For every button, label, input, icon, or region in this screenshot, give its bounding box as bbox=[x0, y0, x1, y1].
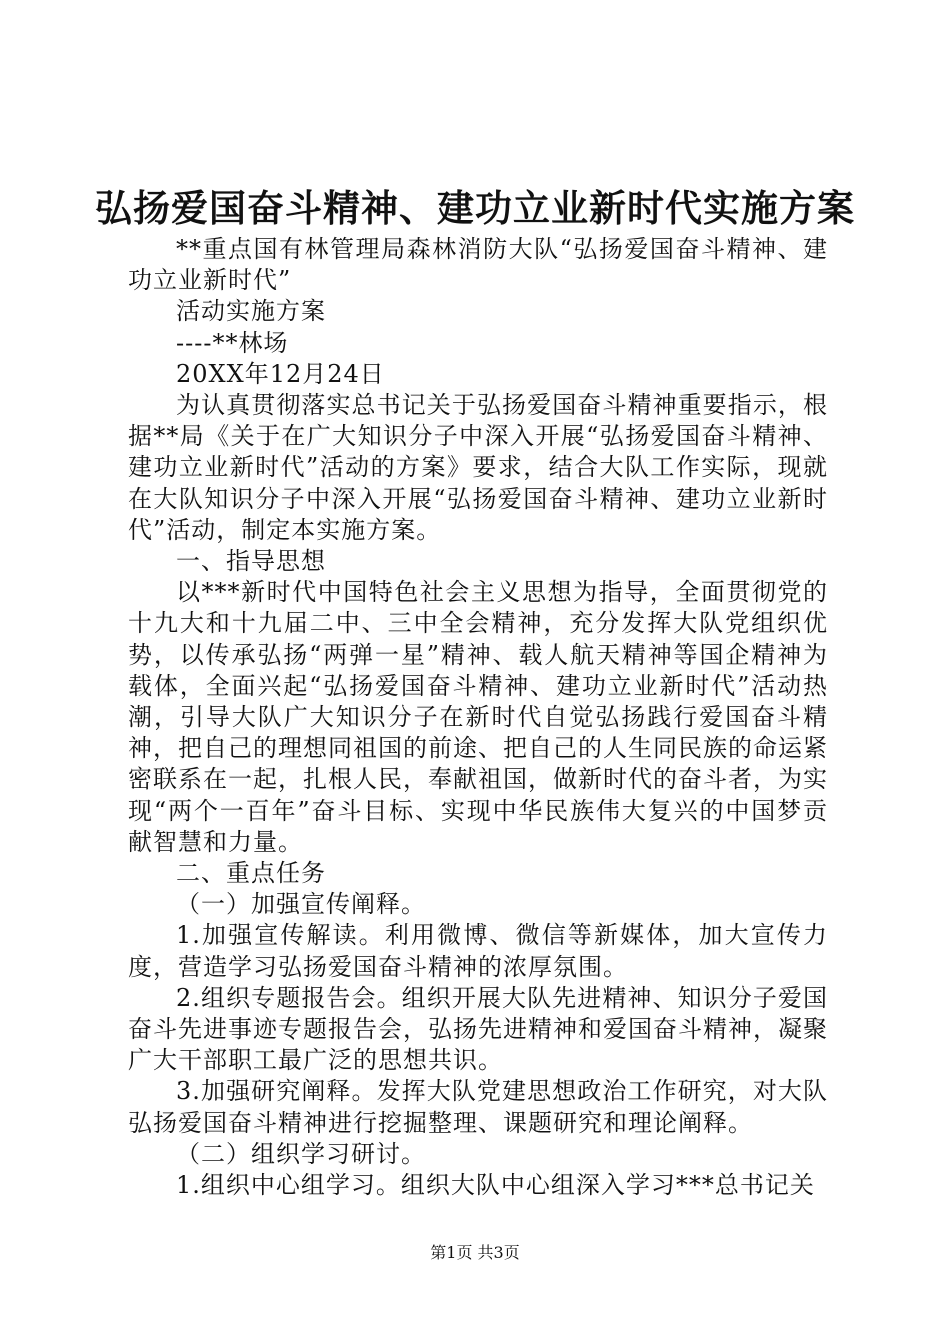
paragraph-issuer: ----**林场 bbox=[176, 328, 289, 357]
paragraph-guiding-ideology: 以***新时代中国特色社会主义思想为指导，全面贯彻党的十九大和十九届二中、三中全会精神，充分发挥大队党组织优势，以传承弘扬“两弹一星”精神、载人航天精神等国企精神为载体，全面兴起“弘扬爱国奋斗精神、建功立业新时代”活动热潮，引导大队广大知识分子在新时代自觉弘扬践行爱国奋斗精神，把自己的理想同祖国的前途、把自己的人生同民族的命运紧密联系在一起，扎根人民，奉献祖国，做新时代的奋斗者，为实现“两个一百年”奋斗目标、实现中华民族伟大复兴的中国梦贡献智慧和力量。 bbox=[128, 578, 828, 856]
page-footer: 第1页 共3页 bbox=[430, 1243, 520, 1262]
subsection-heading-publicity: （一）加强宣传阐释。 bbox=[176, 890, 426, 919]
paragraph-intro: 为认真贯彻落实总书记关于弘扬爱国奋斗精神重要指示，根据**局《关于在广大知识分子中深入开展“弘扬爱国奋斗精神、建功立业新时代”活动的方案》要求，结合大队工作实际，现就在大队知识分子中深入开展“弘扬爱国奋斗精神、建功立业新时代”活动，制定本实施方案。 bbox=[128, 391, 828, 544]
paragraph-item-2: 2.组织专题报告会。组织开展大队先进精神、知识分子爱国奋斗先进事迹专题报告会，弘扬先进精神和爱国奋斗精神，凝聚广大干部职工最广泛的思想共识。 bbox=[128, 983, 828, 1075]
paragraph-study-item-1: 1.组织中心组学习。组织大队中心组深入学习***总书记关 bbox=[176, 1171, 815, 1200]
section-heading-guiding-ideology: 一、指导思想 bbox=[176, 547, 326, 576]
paragraph-item-3: 3.加强研究阐释。发挥大队党建思想政治工作研究，对大队弘扬爱国奋斗精神进行挖掘整理、课题研究和理论阐释。 bbox=[128, 1077, 828, 1137]
paragraph-subtitle: 活动实施方案 bbox=[176, 297, 326, 326]
document-body bbox=[128, 234, 828, 1201]
paragraph-item-1: 1.加强宣传解读。利用微博、微信等新媒体，加大宣传力度，营造学习弘扬爱国奋斗精神的浓厚氛围。 bbox=[128, 921, 828, 981]
paragraph-date: 20XX年12月24日 bbox=[176, 359, 385, 388]
subsection-heading-study: （二）组织学习研讨。 bbox=[176, 1139, 426, 1168]
section-heading-key-tasks: 二、重点任务 bbox=[176, 859, 326, 888]
paragraph-header-line: **重点国有林管理局森林消防大队“弘扬爱国奋斗精神、建功立业新时代” bbox=[128, 235, 828, 295]
document-title: 弘扬爱国奋斗精神、建功立业新时代实施方案 bbox=[95, 186, 855, 230]
